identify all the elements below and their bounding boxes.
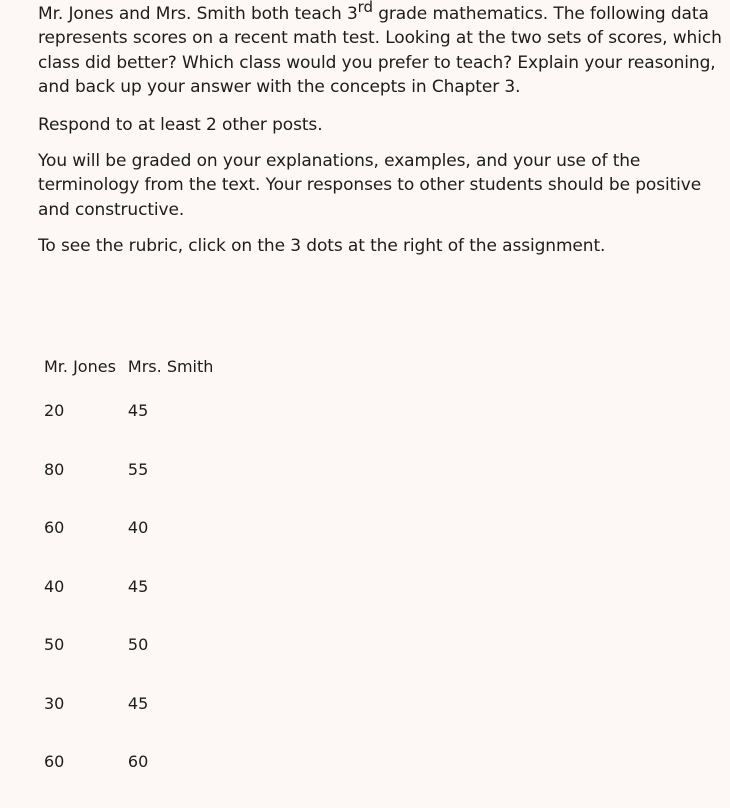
scores-header-row — [38, 352, 219, 380]
smith-score: 40 — [127, 518, 149, 538]
smith-score: 50 — [127, 635, 149, 655]
table-row — [38, 440, 219, 499]
prompt-paragraph-1 — [38, 2, 722, 100]
jones-score: 50 — [44, 635, 65, 655]
prompt-paragraph-4: To see the rubric, click on the 3 dots at the right of the assignment. — [38, 236, 606, 257]
table-row — [38, 557, 219, 616]
table-row — [38, 499, 219, 558]
scores-table — [38, 352, 219, 791]
table-row — [38, 674, 219, 733]
table-row — [38, 380, 219, 440]
smith-score: 45 — [127, 693, 149, 713]
jones-score: 60 — [44, 518, 65, 538]
jones-score: 30 — [44, 693, 65, 713]
smith-score: 45 — [127, 400, 149, 420]
assignment-prompt — [38, 2, 722, 259]
prompt-text-rest: grade mathematics. The following data represents scores on a recent math test. Looking at the two sets of scores, which class did better? Which class would you prefer to teach? Explain your reasoning, and back up your answer with the concepts in Chapter 3. — [38, 4, 722, 98]
header-mrs-smith: Mrs. Smith — [127, 356, 214, 376]
jones-score: 40 — [44, 576, 65, 596]
smith-score: 45 — [127, 576, 149, 596]
ordinal-superscript: rd — [357, 0, 373, 16]
table-row — [38, 616, 219, 675]
smith-score: 60 — [127, 752, 149, 772]
jones-score: 80 — [44, 459, 65, 479]
header-mr-jones: Mr. Jones — [44, 356, 116, 376]
prompt-paragraph-2: Respond to at least 2 other posts. — [38, 114, 323, 135]
jones-score: 60 — [44, 752, 65, 772]
table-row — [38, 733, 219, 792]
prompt-text-start: Mr. Jones and Mrs. Smith both teach 3 — [38, 4, 358, 24]
jones-score: 20 — [44, 400, 65, 420]
smith-score: 55 — [127, 459, 149, 479]
prompt-paragraph-3: You will be graded on your explanations, examples, and your use of the terminology from the text. Your responses to other students should be positive and constructive. — [38, 151, 702, 220]
